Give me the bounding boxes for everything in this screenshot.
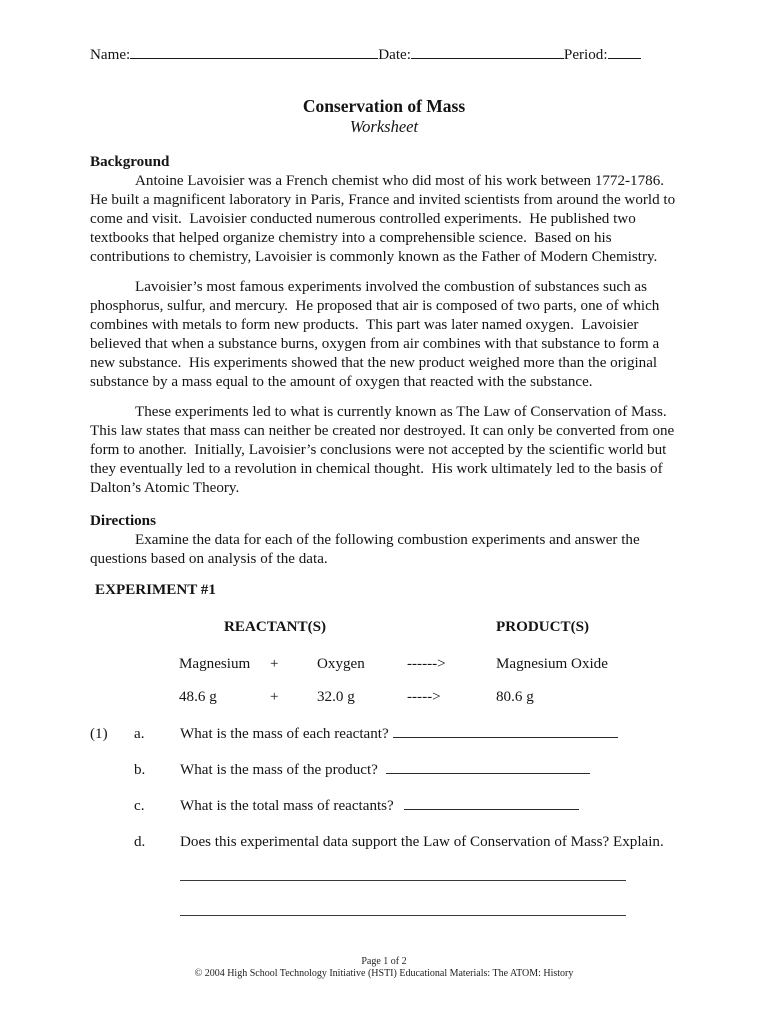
page-subtitle: Worksheet — [349, 117, 419, 136]
page-footer — [90, 956, 678, 979]
date-blank-line — [411, 56, 564, 59]
question-b-row — [90, 761, 678, 780]
question-d-text: Does this experimental data support the Law of Conservation of Mass? Explain. — [180, 834, 664, 850]
copyright-line: © 2004 High School Technology Initiative (HSTI) Educational Materials: The ATOM: History — [194, 967, 574, 979]
reaction-arrow: -----> — [407, 689, 441, 705]
name-blank-line — [130, 56, 378, 59]
date-label: Date: — [378, 47, 411, 63]
name-date-period-line — [90, 46, 678, 65]
question-b-letter: b. — [134, 762, 146, 778]
question-c-text: What is the total mass of reactants? — [180, 798, 394, 814]
question-d-letter: d. — [134, 834, 146, 850]
question-a-row — [90, 725, 678, 744]
reactant-2-mass: 32.0 g — [317, 689, 355, 705]
question-c-text-cell — [180, 797, 678, 816]
directions-paragraph: Examine the data for each of the following combustion experiments and answer the questions based on analysis of the data. — [90, 532, 644, 567]
background-heading: Background — [90, 154, 170, 170]
plus-sign: + — [270, 689, 279, 705]
product-mass: 80.6 g — [496, 689, 534, 705]
page-number: Page 1 of 2 — [361, 956, 407, 967]
question-c-answer-blank — [404, 807, 579, 810]
question-a-answer-blank — [393, 735, 618, 738]
question-b-text: What is the mass of the product? — [180, 762, 378, 778]
reactant-1-mass: 48.6 g — [179, 689, 217, 705]
name-label: Name: — [90, 47, 131, 63]
question-c-letter: c. — [134, 798, 145, 814]
directions-heading: Directions — [90, 513, 156, 529]
reactants-column-header: REACTANT(S) — [224, 619, 327, 635]
experiment-table-header — [90, 618, 678, 637]
period-label: Period: — [563, 47, 608, 63]
question-c-row — [90, 797, 678, 816]
products-column-header: PRODUCT(S) — [496, 619, 590, 635]
question-d-answer-line-2 — [180, 915, 626, 916]
question-a-letter: a. — [134, 726, 145, 742]
question-a-text: What is the mass of each reactant? — [180, 726, 389, 742]
question-number: (1) — [90, 726, 108, 742]
question-b-answer-blank — [386, 771, 590, 774]
reactant-2-name: Oxygen — [317, 656, 365, 672]
background-paragraph-3: These experiments led to what is currently known as The Law of Conservation of Mass. This law states that mass can neither be created nor destroyed. It can only be converted from one form to another. Initially, Lavoisier’s conclusions were not accepted by the scientific world but they eventually led to a revolution in chemical thought. His work ultimately led to the basis of Dalton’s Atomic Theory. — [90, 404, 679, 496]
product-name: Magnesium Oxide — [496, 656, 608, 672]
background-paragraph-2: Lavoisier’s most famous experiments involved the combustion of substances such as phosphorus, sulfur, and mercury. He proposed that air is composed of two parts, one of which combines with metals to form new products. This part was later named oxygen. Lavoisier believed that when a substance burns, oxygen from air combines with that substance to form a new substance. His experiments showed that the new product weighed more than the original substance by a mass equal to the amount of oxygen that reacted with the substance. — [90, 279, 664, 390]
question-b-text-cell — [180, 761, 678, 780]
plus-sign: + — [270, 656, 279, 672]
background-paragraph-1: Antoine Lavoisier was a French chemist who did most of his work between 1772-1786. He built a magnificent laboratory in Paris, France and invited scientists from around the world to come and visit. Lavoisier conducted numerous controlled experiments. He published two textbooks that helped organize chemistry into a comprehensible science. Based on his contributions to chemistry, Lavoisier is commonly known as the Father of Modern Chemistry. — [90, 173, 679, 265]
experiment-1-heading: EXPERIMENT #1 — [95, 582, 216, 598]
period-blank-line — [608, 56, 641, 59]
reaction-arrow: ------> — [407, 656, 446, 672]
experiment-row-masses — [179, 688, 678, 707]
question-a-text-cell — [180, 725, 678, 744]
reactant-1-name: Magnesium — [179, 656, 251, 672]
page-title: Conservation of Mass — [302, 96, 466, 116]
question-d-answer-line-1 — [180, 880, 626, 881]
experiment-row-substances — [179, 655, 678, 674]
question-d-row — [90, 833, 678, 852]
